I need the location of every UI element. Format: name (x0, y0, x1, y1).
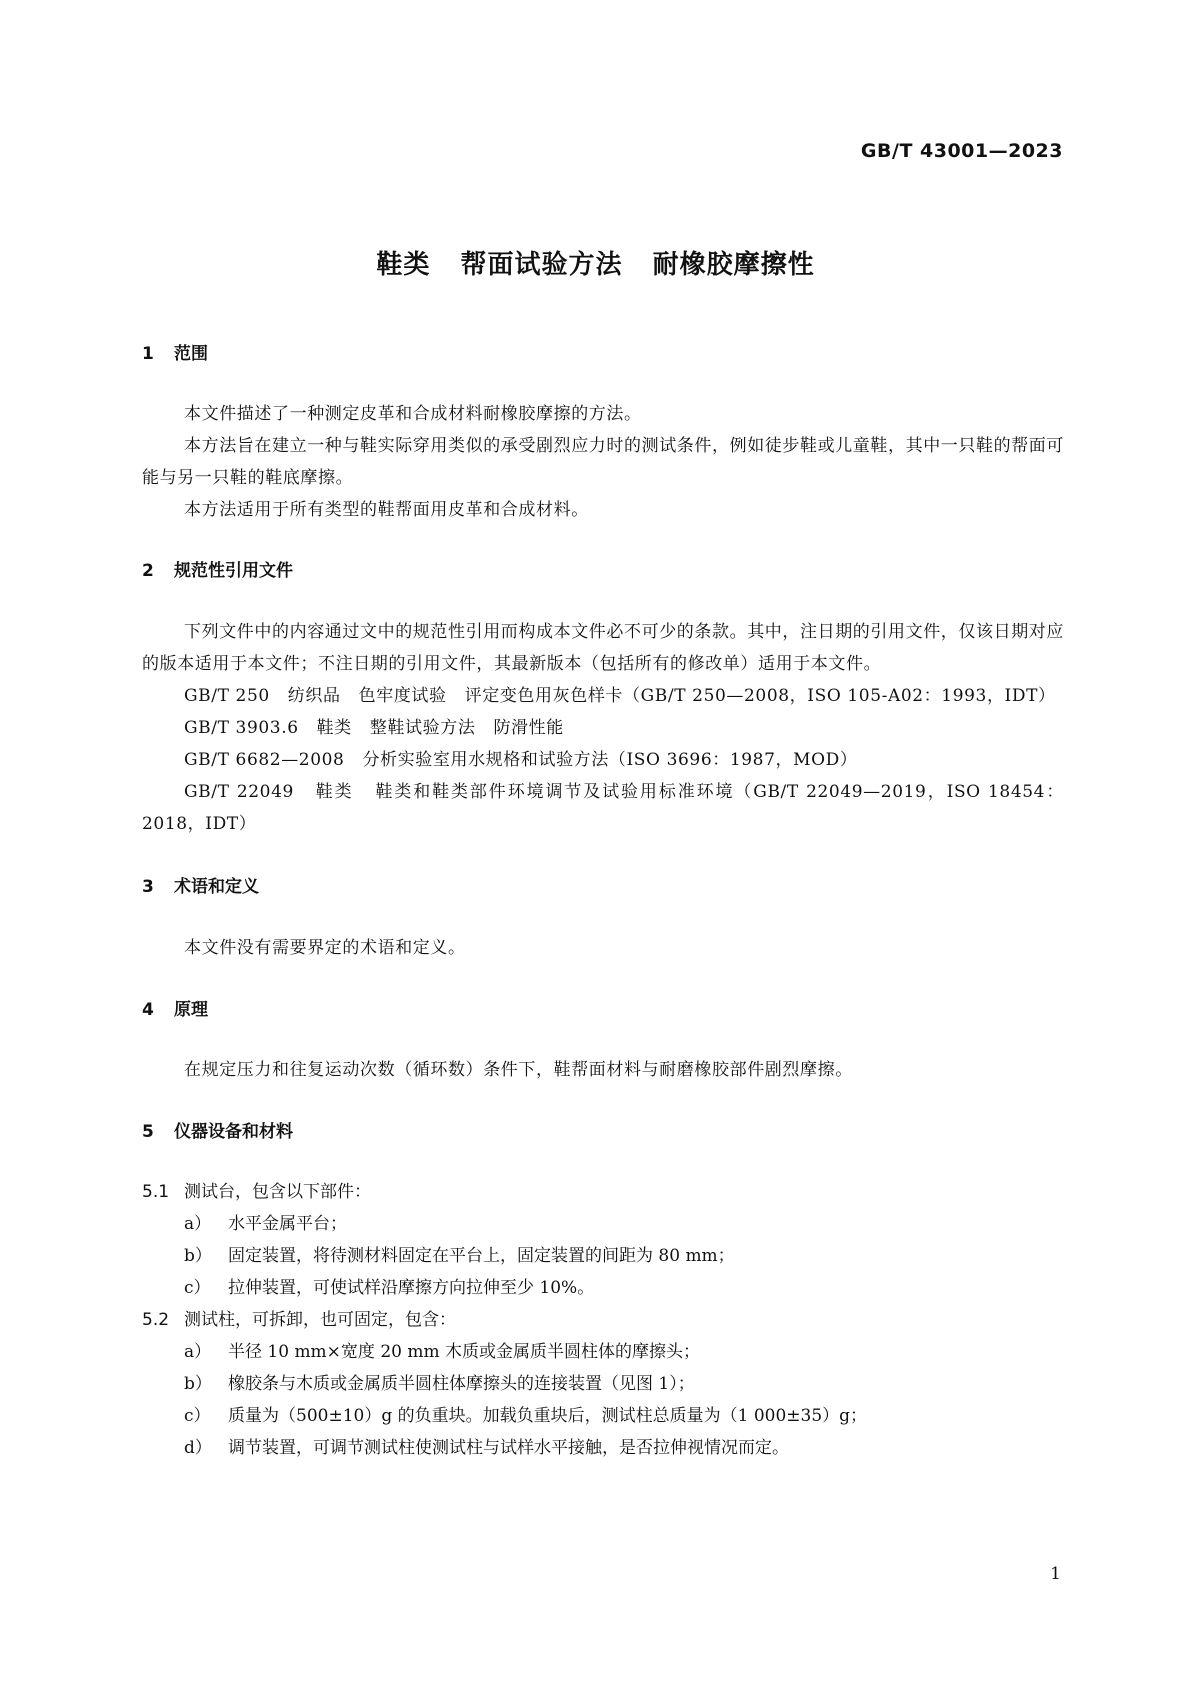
list-item-text: 调节装置，可调节测试柱使测试柱与试样水平接触，是否拉伸视情况而定。 (228, 1438, 789, 1458)
section-heading-apparatus (142, 1122, 1064, 1142)
list-item-letter: b） (184, 1374, 212, 1394)
list-item-text: 质量为（500±10）g 的负重块。加载负重块后，测试柱总质量为（1 000±35）g； (228, 1406, 868, 1426)
section-number: 4 (142, 1000, 154, 1020)
document-title: 鞋类 帮面试验方法 耐橡胶摩擦性 (376, 250, 815, 280)
list-item-text: 固定装置，将待测材料固定在平台上，固定装置的间距为 80 mm； (228, 1246, 735, 1266)
scope-paragraph: 本文件描述了一种测定皮革和合成材料耐橡胶摩擦的方法。 (184, 404, 642, 424)
list-item-letter: c） (184, 1278, 211, 1298)
section-number: 1 (142, 344, 154, 364)
section-title: 仪器设备和材料 (174, 1122, 293, 1142)
section-heading-principle (142, 1000, 1064, 1020)
list-item (142, 1272, 1064, 1304)
list-item (142, 1368, 1064, 1400)
list-item (142, 1240, 1064, 1272)
section-heading-scope (142, 344, 1064, 364)
reference-item: GB/T 250 纺织品 色牢度试验 评定变色用灰色样卡（GB/T 250—2008，ISO 105-A02：1993，IDT） (184, 686, 1056, 706)
scope-paragraph: 本方法适用于所有类型的鞋帮面用皮革和合成材料。 (184, 500, 589, 520)
reference-item: GB/T 22049 鞋类 鞋类和鞋类部件环境调节及试验用标准环境（GB/T 22049—2019，ISO 18454：2018，IDT） (142, 782, 1064, 834)
standard-code: GB/T 43001—2023 (860, 140, 1063, 162)
clause-number: 5.2 (142, 1310, 170, 1330)
list-item-letter: c） (184, 1406, 211, 1426)
list-item-text: 半径 10 mm×宽度 20 mm 木质或金属质半圆柱体的摩擦头； (228, 1342, 701, 1362)
list-item-letter: a） (184, 1214, 212, 1234)
list-item-text: 水平金属平台； (228, 1214, 347, 1234)
section-heading-normative-references (142, 561, 1064, 581)
section-number: 5 (142, 1122, 154, 1142)
clause-5-1 (142, 1176, 1064, 1208)
reference-item: GB/T 6682—2008 分析实验室用水规格和试验方法（ISO 3696：1987，MOD） (184, 750, 858, 770)
scope-paragraph: 本方法旨在建立一种与鞋实际穿用类似的承受剧烈应力时的测试条件，例如徒步鞋或儿童鞋，其中一只鞋的帮面可能与另一只鞋的鞋底摩擦。 (142, 436, 1064, 488)
section-title: 术语和定义 (174, 877, 259, 897)
references-intro: 下列文件中的内容通过文中的规范性引用而构成本文件必不可少的条款。其中，注日期的引用文件，仅该日期对应的版本适用于本文件；不注日期的引用文件，其最新版本（包括所有的修改单）适用于本文件。 (142, 622, 1064, 674)
clause-text: 测试台，包含以下部件： (184, 1182, 371, 1202)
page-number: 1 (1050, 1564, 1061, 1584)
list-item-text: 橡胶条与木质或金属质半圆柱体摩擦头的连接装置（见图 1）； (228, 1374, 695, 1394)
list-item-text: 拉伸装置，可使试样沿摩擦方向拉伸至少 10%。 (228, 1278, 595, 1298)
document-body (142, 344, 1064, 1464)
list-item (142, 1208, 1064, 1240)
clause-number: 5.1 (142, 1182, 170, 1202)
section-title: 范围 (174, 344, 208, 364)
section-title: 原理 (174, 1000, 208, 1020)
clause-5-2 (142, 1304, 1064, 1336)
list-item (142, 1400, 1064, 1432)
list-item-letter: b） (184, 1246, 212, 1266)
terms-paragraph: 本文件没有需要界定的术语和定义。 (184, 938, 466, 958)
list-item (142, 1336, 1064, 1368)
section-number: 2 (142, 561, 154, 581)
list-item (142, 1432, 1064, 1464)
list-item-letter: a） (184, 1342, 212, 1362)
section-heading-terms (142, 877, 1064, 897)
section-title: 规范性引用文件 (174, 561, 293, 581)
list-item-letter: d） (184, 1438, 212, 1458)
clause-text: 测试柱，可拆卸，也可固定，包含： (184, 1310, 456, 1330)
reference-item: GB/T 3903.6 鞋类 整鞋试验方法 防滑性能 (184, 718, 564, 738)
section-number: 3 (142, 877, 154, 897)
principle-paragraph: 在规定压力和往复运动次数（循环数）条件下，鞋帮面材料与耐磨橡胶部件剧烈摩擦。 (184, 1060, 853, 1080)
